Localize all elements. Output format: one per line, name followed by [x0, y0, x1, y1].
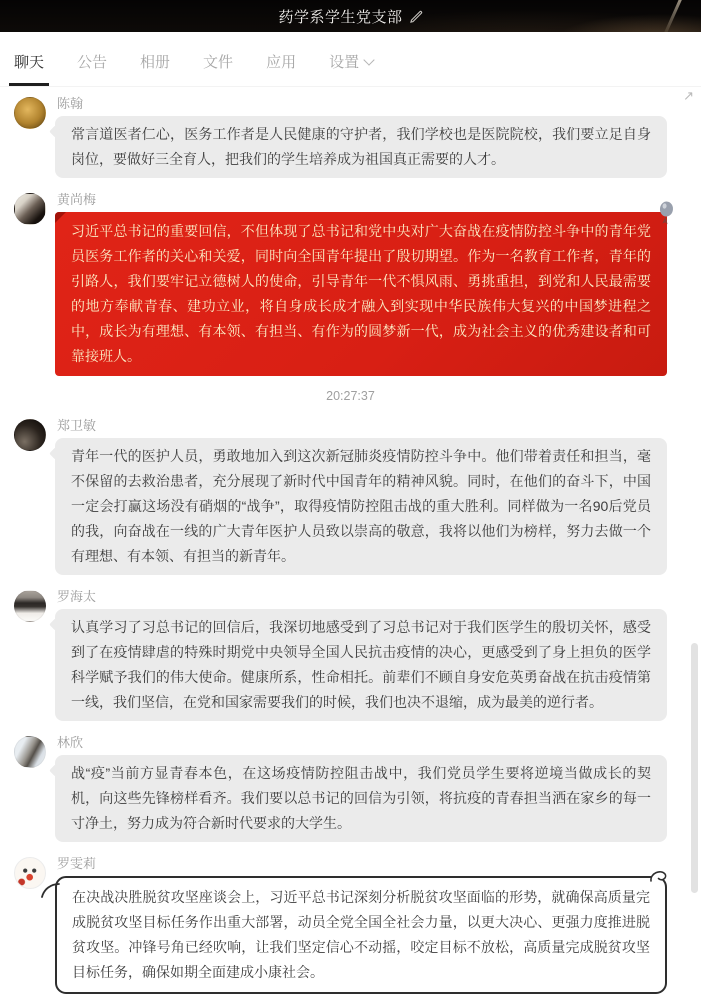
bubble-tail-decoration: [40, 881, 60, 899]
avatar[interactable]: [14, 193, 46, 225]
tab-apps-label: 应用: [266, 54, 297, 71]
outlined-message-bubble: [55, 876, 667, 994]
timestamp: 20:27:37: [326, 389, 375, 403]
pin-icon: [657, 200, 676, 227]
message-row: [0, 413, 701, 584]
highlighted-message-bubble: [55, 212, 667, 376]
sender-name: 林欣: [57, 735, 84, 750]
avatar[interactable]: [14, 590, 46, 622]
message-text: 在决战决胜脱贫攻坚座谈会上，习近平总书记深刻分析脱贫攻坚面临的形势，就确保高质量完成脱贫攻坚目标任务作出重大部署，动员全党全国全社会力量，以更大决心、更强力度推进脱贫攻坚。冲锋号角已经吹响，让我们坚定信心不动摇，咬定目标不放松，高质量完成脱贫攻坚目标任务，确保如期全面建成小康社会。: [72, 889, 650, 980]
banner-decoration: [663, 0, 684, 32]
message-text: 战“疫”当前方显青春本色，在这场疫情防控阻击战中，我们党员学生要将逆境当做成长的契机，向这些先锋榜样看齐。我们要以总书记的回信为引领，将抗疫的青春担当洒在家乡的每一寸净土，努力成为符合新时代要求的大学生。: [71, 765, 651, 831]
corner-fold: [55, 212, 66, 223]
sender-name: 罗海太: [57, 589, 97, 604]
expand-window-icon[interactable]: ↗: [683, 89, 694, 104]
message-text: 常言道医者仁心，医务工作者是人民健康的守护者，我们学校也是医院院校，我们要立足自身岗位，要做好三全育人，把我们的学生培养成为祖国真正需要的人才。: [71, 126, 651, 167]
message-row: [0, 851, 701, 1003]
tab-settings[interactable]: [327, 51, 375, 86]
tab-files[interactable]: [201, 51, 235, 86]
message-text: 认真学习了习总书记的回信后，我深切地感受到了习总书记对于我们医学生的殷切关怀，感受到了在疫情肆虐的特殊时期党中央领导全国人民抗击疫情的决心，更感受到了身上担负的医学科学赋予我们的伟大使命。健康所系，性命相托。前辈们不顾自身安危英勇奋战在抗击疫情第一线，我们坚信，在党和国家需要我们的时候，我们也决不退缩，成为最美的逆行者。: [71, 619, 651, 710]
message-row: [0, 730, 701, 851]
avatar[interactable]: [14, 419, 46, 451]
tab-album[interactable]: [138, 51, 172, 86]
avatar[interactable]: [14, 736, 46, 768]
tab-announcements-label: 公告: [77, 54, 108, 71]
message-text: 习近平总书记的重要回信，不但体现了总书记和党中央对广大奋战在疫情防控斗争中的青年党员医务工作者的关心和关爱，同时向全国青年提出了殷切期望。作为一名教育工作者，青年的引路人，我们要牢记立德树人的使命，引导青年一代不惧风雨、勇挑重担，到党和人民最需要的地方奉献青春、建功立业，将自身成长成才融入到实现中华民族伟大复兴的中国梦进程之中，成长为有理想、有本领、有担当、有作为的圆梦新一代，成为社会主义的优秀建设者和可靠接班人。: [71, 223, 651, 364]
sender-name: 黄尚梅: [57, 192, 97, 207]
tab-files-label: 文件: [203, 54, 234, 71]
sender-name: 罗雯莉: [57, 856, 97, 871]
message-bubble: [55, 116, 667, 178]
tab-announcements[interactable]: [75, 51, 109, 86]
tab-chat[interactable]: [12, 51, 46, 86]
tab-settings-label: 设置: [329, 54, 360, 71]
chevron-down-icon: [363, 54, 374, 65]
group-title: 药学系学生党支部: [278, 8, 403, 26]
chat-message-area: [0, 87, 701, 1003]
edit-title-icon[interactable]: [410, 10, 423, 23]
message-bubble: [55, 609, 667, 721]
message-bubble: [55, 438, 667, 575]
message-row: [0, 187, 701, 385]
sender-name: 郑卫敏: [57, 418, 97, 433]
tab-bar: [0, 32, 701, 87]
scrollbar-thumb[interactable]: [691, 643, 698, 893]
sender-name: 陈翰: [57, 96, 84, 111]
message-row: [0, 91, 701, 187]
tab-apps[interactable]: [264, 51, 298, 86]
message-text: 青年一代的医护人员，勇敢地加入到这次新冠肺炎疫情防控斗争中。他们带着责任和担当，毫不保留的去救治患者，充分展现了新时代中国青年的精神风貌。同时，在他们的奋斗下，中国一定会打赢这场没有硝烟的“战争”，取得疫情防控阻击战的重大胜利。同样做为一名90后党员的我，向奋战在一线的广大青年医护人员致以崇高的敬意，我将以他们为榜样，努力去做一个有理想、有本领、有担当的新青年。: [71, 448, 651, 564]
message-row: [0, 584, 701, 730]
group-banner: [0, 0, 701, 32]
tab-chat-label: 聊天: [14, 54, 45, 71]
bubble-curl-decoration: [649, 867, 669, 885]
avatar[interactable]: [14, 97, 46, 129]
tab-album-label: 相册: [140, 54, 171, 71]
message-bubble: [55, 755, 667, 842]
